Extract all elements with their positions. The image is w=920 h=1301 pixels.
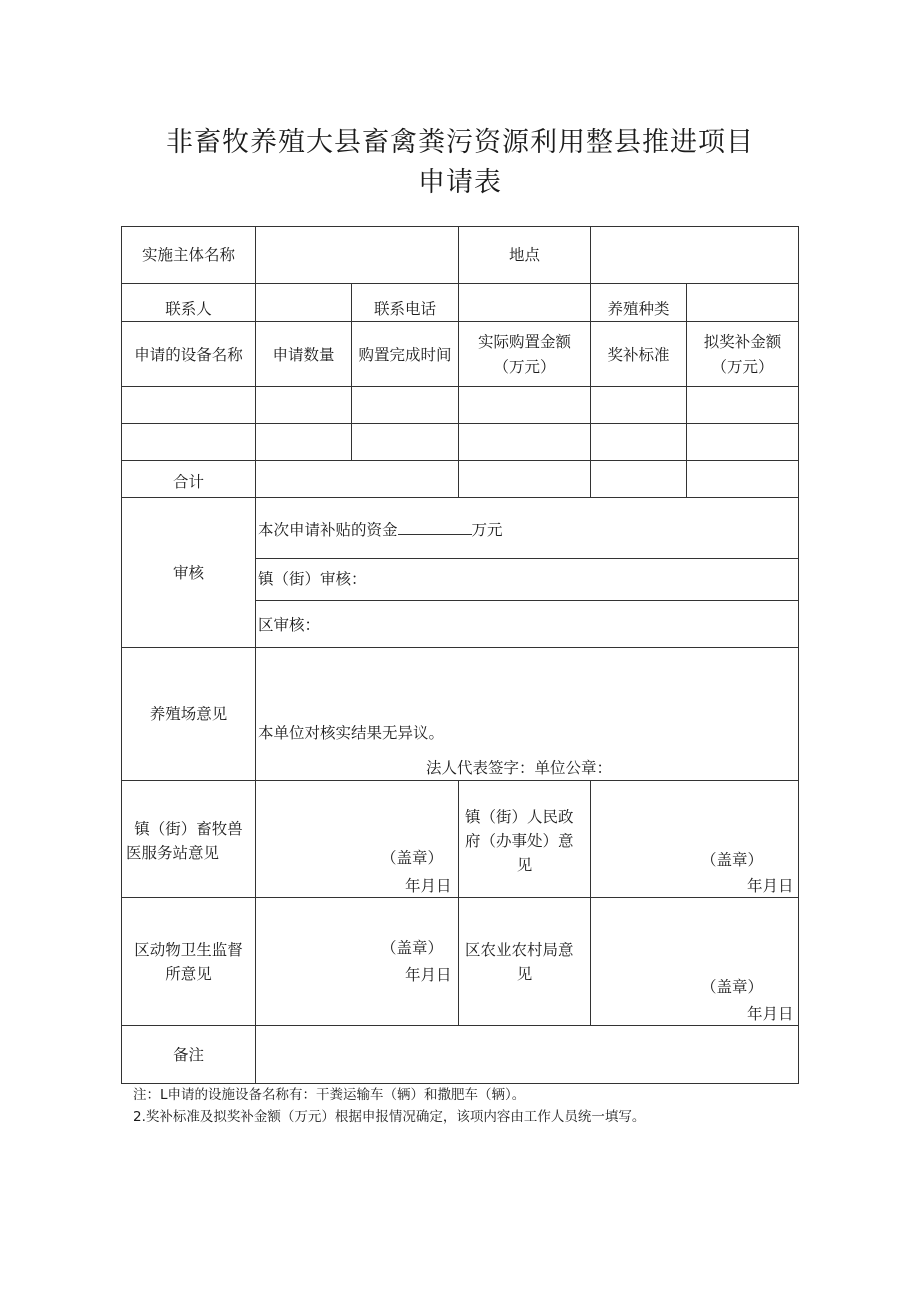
implementer-label: 实施主体名称 <box>141 246 235 264</box>
district-agri-label-line2: 见 <box>516 965 533 983</box>
col-proposed-amount-line1: 拟奖补金额 <box>703 333 782 351</box>
phone-label: 联系电话 <box>373 300 436 318</box>
review-apply-text <box>258 517 503 542</box>
col-quantity <box>255 321 352 387</box>
phone-input[interactable] <box>458 283 591 322</box>
location-label-cell <box>458 226 591 284</box>
total-quantity[interactable] <box>255 460 459 498</box>
table-row-1-quantity[interactable] <box>255 386 352 424</box>
remarks-input[interactable] <box>255 1025 799 1084</box>
review-label-cell <box>121 497 256 648</box>
town-vet-label-line1: 镇（街）畜牧兽 <box>134 820 243 838</box>
implementer-label-cell <box>121 226 256 284</box>
town-vet-label-line2: 医服务站意见 <box>125 844 219 862</box>
total-amount[interactable] <box>458 460 591 498</box>
location-label: 地点 <box>508 246 540 264</box>
species-input[interactable] <box>686 283 799 322</box>
town-vet-seal: （盖章） <box>381 849 444 867</box>
district-vet-opinion-cell[interactable] <box>255 897 459 1026</box>
review-apply-blank[interactable] <box>398 517 472 535</box>
town-gov-date: 年月日 <box>747 877 794 895</box>
table-row-1-proposed[interactable] <box>686 386 799 424</box>
review-apply-prefix: 本次申请补贴的资金 <box>258 521 398 539</box>
implementer-input[interactable] <box>255 226 459 284</box>
species-label-cell <box>590 283 687 322</box>
col-actual-amount <box>458 321 591 387</box>
district-vet-seal: （盖章） <box>381 939 444 957</box>
town-gov-seal: （盖章） <box>701 851 764 869</box>
town-gov-label-cell <box>458 780 591 898</box>
town-vet-date: 年月日 <box>405 877 452 895</box>
total-standard[interactable] <box>590 460 687 498</box>
district-agri-date: 年月日 <box>747 1005 794 1023</box>
review-label: 审核 <box>172 564 204 582</box>
district-vet-date: 年月日 <box>405 966 452 984</box>
town-gov-label-line1: 镇（街）人民政 <box>465 808 574 826</box>
farm-opinion-signature: 法人代表签字：单位公章： <box>426 759 613 777</box>
phone-label-cell <box>351 283 459 322</box>
table-row-2-time[interactable] <box>351 423 459 461</box>
review-apply-suffix: 万元 <box>471 521 503 539</box>
district-vet-label-line2: 所意见 <box>165 965 212 983</box>
note-line-1: 注：L申请的设施设备名称有：干粪运输车（辆）和撒肥车（辆）。 <box>133 1087 526 1103</box>
table-row-1-amount[interactable] <box>458 386 591 424</box>
total-label-cell <box>121 460 256 498</box>
col-actual-amount-line2: （万元） <box>493 358 556 376</box>
total-label: 合计 <box>172 473 204 491</box>
district-vet-label-cell <box>121 897 256 1026</box>
district-agri-opinion-cell[interactable] <box>590 897 799 1026</box>
farm-opinion-cell[interactable] <box>255 647 799 781</box>
location-input[interactable] <box>590 226 799 284</box>
district-agri-seal: （盖章） <box>701 978 764 996</box>
col-subsidy-standard <box>590 321 687 387</box>
table-row-2-quantity[interactable] <box>255 423 352 461</box>
farm-opinion-label: 养殖场意见 <box>149 705 228 723</box>
town-gov-label-line3: 见 <box>516 856 533 874</box>
town-vet-label-cell <box>121 780 256 898</box>
note-line-2: 2.奖补标准及拟奖补金额（万元）根据申报情况确定，该项内容由工作人员统一填写。 <box>133 1109 646 1125</box>
col-quantity-label: 申请数量 <box>272 346 335 364</box>
remarks-label: 备注 <box>172 1046 204 1064</box>
table-row-2-proposed[interactable] <box>686 423 799 461</box>
col-proposed-amount <box>686 321 799 387</box>
town-vet-opinion-cell[interactable] <box>255 780 459 898</box>
table-row-2-amount[interactable] <box>458 423 591 461</box>
table-row-2-standard[interactable] <box>590 423 687 461</box>
col-equipment-name-label: 申请的设备名称 <box>134 346 243 364</box>
remarks-label-cell <box>121 1025 256 1084</box>
contact-label-cell <box>121 283 256 322</box>
farm-opinion-label-cell <box>121 647 256 781</box>
table-row-2-equipment[interactable] <box>121 423 256 461</box>
col-equipment-name <box>121 321 256 387</box>
table-row-1-time[interactable] <box>351 386 459 424</box>
table-row-1-standard[interactable] <box>590 386 687 424</box>
district-vet-label-line1: 区动物卫生监督 <box>134 941 243 959</box>
town-review-label: 镇（街）审核： <box>258 570 367 588</box>
col-purchase-time-label: 购置完成时间 <box>358 346 452 364</box>
district-review-cell[interactable] <box>255 600 799 648</box>
species-label: 养殖种类 <box>607 300 670 318</box>
contact-label: 联系人 <box>165 300 212 318</box>
col-purchase-time <box>351 321 459 387</box>
district-review-label: 区审核： <box>258 616 321 634</box>
review-apply-cell[interactable] <box>255 497 799 559</box>
farm-opinion-statement: 本单位对核实结果无异议。 <box>258 724 445 742</box>
col-proposed-amount-line2: （万元） <box>711 358 774 376</box>
form-subtitle: 申请表 <box>418 167 502 198</box>
town-gov-opinion-cell[interactable] <box>590 780 799 898</box>
town-review-cell[interactable] <box>255 558 799 601</box>
form-title: 非畜牧养殖大县畜禽粪污资源利用整县推进项目 <box>166 127 754 158</box>
total-proposed[interactable] <box>686 460 799 498</box>
contact-input[interactable] <box>255 283 352 322</box>
town-gov-label-line2: 府（办事处）意 <box>465 832 574 850</box>
district-agri-label-line1: 区农业农村局意 <box>465 941 574 959</box>
table-row-1-equipment[interactable] <box>121 386 256 424</box>
col-subsidy-standard-label: 奖补标准 <box>607 346 670 364</box>
district-agri-label-cell <box>458 897 591 1026</box>
col-actual-amount-line1: 实际购置金额 <box>477 333 571 351</box>
